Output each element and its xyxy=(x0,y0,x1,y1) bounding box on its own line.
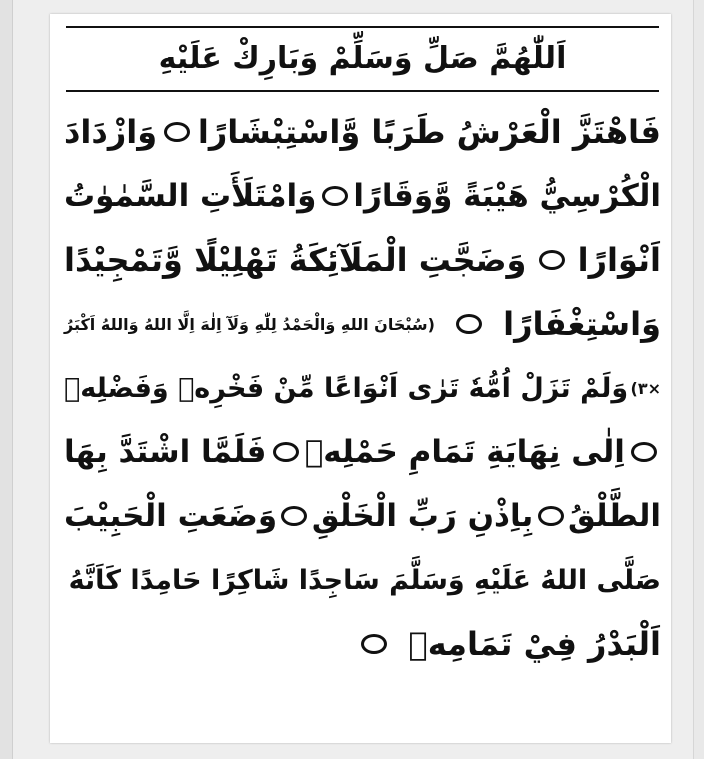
text-segment: وَامْتَلَأَتِ السَّمٰوٰتُ xyxy=(64,178,317,214)
verse-circle-icon xyxy=(539,250,565,270)
text-line-4 xyxy=(64,292,661,356)
verse-circle-icon xyxy=(538,506,564,526)
text-line-1 xyxy=(64,100,661,164)
text-segment: اَلْبَدْرُ فِيْ تَمَامِهٖ xyxy=(408,625,661,663)
verse-circle-icon xyxy=(456,314,482,334)
text-segment: اِلٰى نِهَايَةِ تَمَامِ حَمْلِهٖ xyxy=(304,434,625,470)
text-segment: وَازْدَادَ xyxy=(64,113,158,151)
left-margin-bar xyxy=(0,0,13,759)
verse-circle-icon xyxy=(281,506,307,526)
heading-rule xyxy=(66,90,659,92)
text-segment: صَلَّى اللهُ عَلَيْهِ وَسَلَّمَ سَاجِدًا شَاكِرًا حَامِدًا كَاَنَّهُ xyxy=(68,564,661,596)
text-line-2 xyxy=(64,164,661,228)
repeat-count: ×٣) xyxy=(630,378,661,398)
text-segment: وَلَمْ تَزَلْ اُمُّهٗ تَرٰى اَنْوَاعًا مِّنْ فَخْرِهٖ وَفَضْلِهٖ xyxy=(64,372,629,404)
verse-circle-icon xyxy=(631,442,657,462)
text-segment: الْكُرْسِيُّ هَيْبَةً وَّوَقَارًا xyxy=(353,178,661,214)
text-segment: بِاِذْنِ رَبِّ الْخَلْقِ xyxy=(311,498,534,534)
text-segment: اَنْوَارًا xyxy=(577,241,661,279)
verse-circle-icon xyxy=(322,186,348,206)
text-segment: وَضَجَّتِ الْمَلَآئِكَةُ تَهْلِيْلًا وَّتَمْجِيْدًا xyxy=(64,241,527,279)
text-line-6 xyxy=(64,420,661,484)
text-line-5 xyxy=(64,356,661,420)
scanned-page xyxy=(50,14,671,743)
text-line-3 xyxy=(64,228,661,292)
text-segment: وَاسْتِغْفَارًا xyxy=(503,305,661,343)
verse-circle-icon xyxy=(361,634,387,654)
text-segment: فَاهْتَزَّ الْعَرْشُ طَرَبًا وَّاسْتِبْشَارًا xyxy=(197,113,661,151)
verse-circle-icon xyxy=(164,122,190,142)
arabic-text-body xyxy=(64,100,661,676)
text-segment: فَلَمَّا اشْتَدَّ بِهَا xyxy=(64,434,267,470)
text-segment: الطَّلْقُ xyxy=(567,498,661,534)
text-segment: وَضَعَتِ الْحَبِيْبَ xyxy=(64,498,278,534)
tasbih-segment: (سُبْحَانَ اللهِ وَالْحَمْدُ لِلّٰهِ وَلَآ اِلٰهَ اِلَّا اللهُ وَاللهُ اَكْبَرُ xyxy=(64,314,435,334)
right-margin-bar xyxy=(693,0,704,759)
verse-circle-icon xyxy=(273,442,299,462)
text-line-8 xyxy=(64,548,661,612)
text-line-9 xyxy=(64,612,661,676)
top-rule xyxy=(66,26,659,28)
page-heading: اَللّٰهُمَّ صَلِّ وَسَلِّمْ وَبَارِكْ عَلَيْهِ xyxy=(158,40,567,76)
text-line-7 xyxy=(64,484,661,548)
